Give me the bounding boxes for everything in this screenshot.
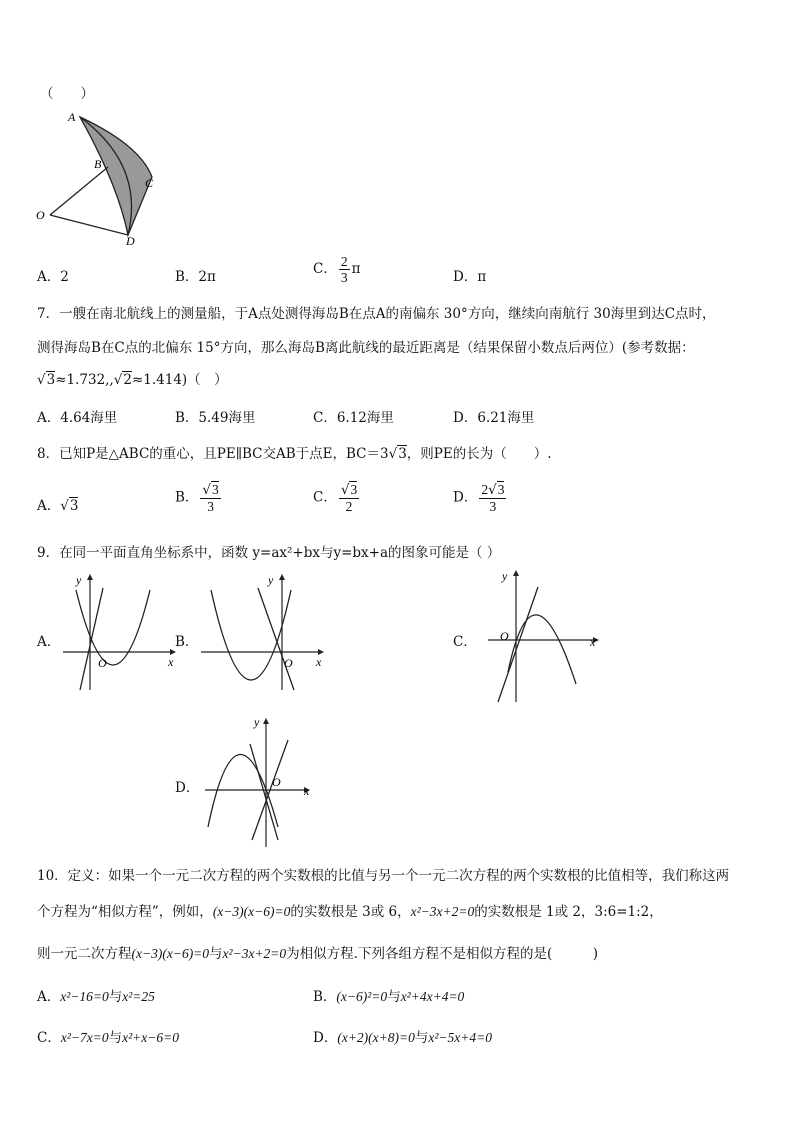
q9d-o: O <box>272 775 281 789</box>
label-a: A <box>68 110 76 124</box>
q6-option-b: B．2π <box>175 269 216 285</box>
q10-option-b: B．(x−6)²=0与x²+4x+4=0 <box>313 989 465 1005</box>
q9-label-c: C． <box>453 634 477 650</box>
q9d-y: y <box>254 715 260 729</box>
q7-option-d: D．6.21海里 <box>453 410 535 426</box>
q9a-y: y <box>76 573 82 587</box>
q9-label-b: B． <box>175 634 199 650</box>
q8-question: 8．已知P是△ABC的重心，且PE∥BC交AB于点E，BC＝3√3，则PE的长为（ ）. <box>37 446 552 462</box>
q7-option-c: C．6.12海里 <box>313 410 394 426</box>
q7-option-b: B．5.49海里 <box>175 410 256 426</box>
q7-line1: 7．一艘在南北航线上的测量船，于A点处测得海岛B在点A的南偏东 30°方向，继续向南航行 30海里到达C点时， <box>37 306 716 322</box>
q9-graph-c <box>488 562 608 707</box>
q7-line2: 测得海岛B在C点的北偏东 15°方向，那么海岛B离此航线的最近距离是（结果保留小数点后两位）(参考数据： <box>37 340 695 356</box>
q7-line3: √3≈1.732,,√2≈1.414)（ ） <box>37 372 228 388</box>
label-d: D <box>126 234 135 248</box>
q9-label-a: A． <box>37 634 61 650</box>
q8-option-a: A．√3 <box>37 498 79 514</box>
q9c-x: x <box>590 635 596 649</box>
q6-option-a: A．2 <box>37 269 69 285</box>
q6-sector-figure <box>30 105 170 250</box>
q9a-o: O <box>98 656 107 670</box>
q10-option-a: A．x²−16=0与x²=25 <box>37 989 155 1005</box>
q8-option-d: D． $\frac{2√3}{3}$ <box>453 482 505 514</box>
q9-question: 9．在同一平面直角坐标系中，函数 y=ax²+bx与y=bx+a的图象可能是（ ） <box>37 545 501 561</box>
answer-parentheses: （ ） <box>40 86 94 102</box>
q9c-y: y <box>502 569 508 583</box>
q9b-o: O <box>284 656 293 670</box>
q9-graph-a <box>58 570 178 695</box>
q9c-o: O <box>500 629 509 643</box>
q9-label-d: D． <box>175 780 200 796</box>
q9d-x: x <box>304 784 310 798</box>
q10-option-d: D．(x+2)(x+8)=0与x²−5x+4=0 <box>313 1030 492 1046</box>
q10-line2: 个方程为“相似方程”，例如，(x−3)(x−6)=0的实数根是 3或 6，x²−3x+2=0的实数根是 1或 2，3:6=1:2， <box>37 904 663 920</box>
q10-option-c: C．x²−7x=0与x²+x−6=0 <box>37 1030 179 1046</box>
label-o: O <box>36 208 45 222</box>
q9b-y: y <box>268 573 274 587</box>
q7-option-a: A．4.64海里 <box>37 410 118 426</box>
q9-graph-d <box>200 712 320 852</box>
q10-line3: 则一元二次方程(x−3)(x−6)=0与x²−3x+2=0为相似方程.下列各组方程不是相似方程的是( ) <box>37 946 598 962</box>
q8-option-b: B． $\frac{√3}{3}$ <box>175 482 219 514</box>
q9b-x: x <box>316 655 322 669</box>
q8-option-c: C． $\frac{√3}{2}$ <box>313 482 358 514</box>
q9a-x: x <box>168 655 174 669</box>
q6-option-c: C． $\frac{2}{3}$ π <box>313 254 361 285</box>
q9-graph-b <box>196 570 326 695</box>
q10-line1: 10．定义：如果一个一元二次方程的两个实数根的比值与另一个一元二次方程的两个实数根的比值相等，我们称这两 <box>37 868 730 884</box>
q6-option-d: D．π <box>453 269 487 285</box>
label-b: B <box>94 157 102 171</box>
label-c: C <box>145 176 154 190</box>
